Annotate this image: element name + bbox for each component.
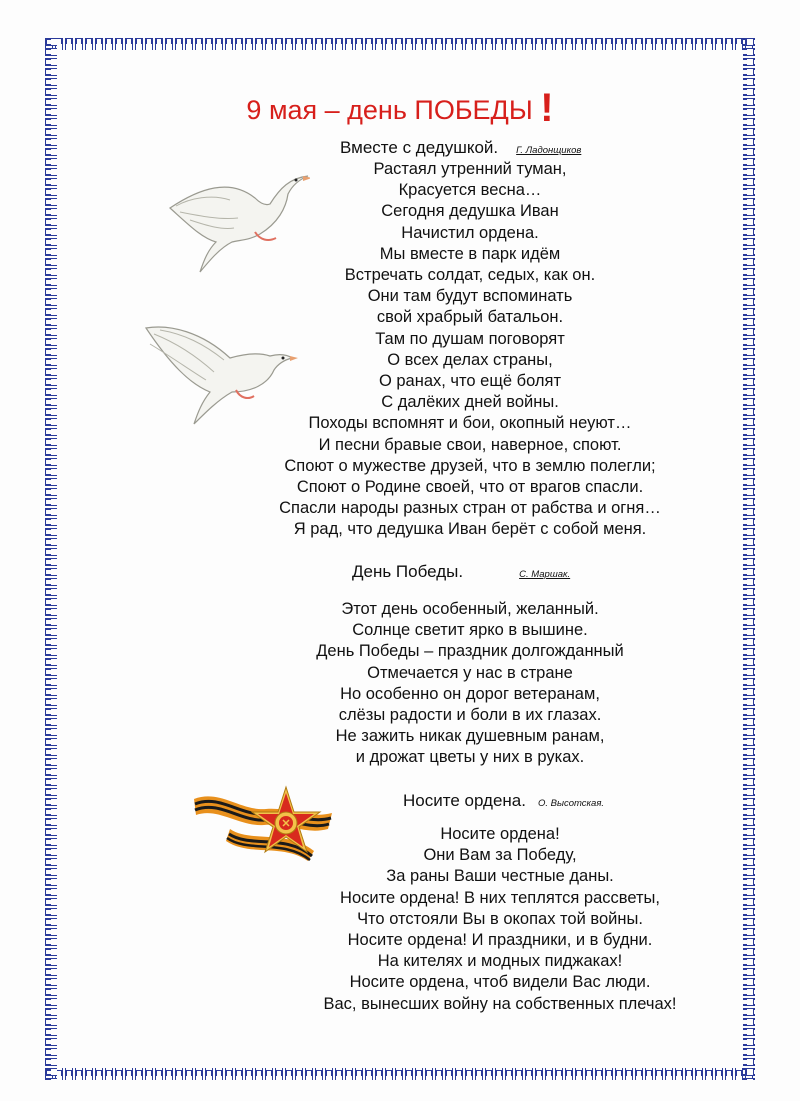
poem-line: На кителях и модных пиджаках! (377, 952, 623, 971)
poem-line: Мы вместе в парк идём (379, 244, 561, 263)
poem-3-author: О. Высотская. (537, 798, 605, 809)
poem-line: Растаял утренний туман, (373, 160, 567, 178)
poem-line: Спасли народы разных стран от рабства и огня… (279, 499, 661, 518)
poem-1-author: Г. Ладонщиков (516, 145, 582, 156)
page-title-text: 9 мая – день ПОБЕДЫ (246, 95, 541, 125)
poem-line: Отмечается у нас в стране (367, 663, 573, 682)
poem-line: Я рад, что дедушка Иван берёт с собой меня. (293, 520, 647, 539)
poem-line: И песни бравые свои, наверное, споют. (318, 435, 622, 454)
poem-line: О всех делах страны, (387, 350, 553, 369)
poem-line: За раны Ваши честные даны. (386, 867, 614, 886)
page-title (0, 88, 800, 130)
poem-line: С далёких дней войны. (381, 393, 559, 412)
poem-line: Носите ордена! И праздники, и в будни. (347, 931, 653, 950)
poem-1-title: Вместе с дедушкой. (340, 138, 499, 157)
poem-line: Походы вспомнят и бои, окопный неуют… (308, 414, 632, 433)
poem-line: Красуется весна… (398, 181, 542, 200)
poem-1-heading (340, 138, 581, 161)
poem-2-title: День Победы. (352, 562, 464, 581)
poem-line: О ранах, что ещё болят (378, 372, 562, 391)
poem-line: Споют о Родине своей, что от врагов спасли. (296, 478, 644, 497)
poem-line: Солнце светит ярко в вышине. (352, 621, 588, 640)
poem-line: Встречать солдат, седых, как он. (344, 266, 596, 285)
poem-line: Этот день особенный, желанный. (341, 600, 599, 618)
poem-line: Носите ордена! (440, 825, 560, 843)
poem-line: Там по душам поговорят (375, 329, 565, 348)
poem-line: Носите ордена! В них теплятся рассветы, (340, 888, 660, 907)
poem-3-text (270, 824, 730, 1015)
poem-line: Что отстояли Вы в окопах той войны. (357, 909, 643, 928)
poem-line: Они там будут вспоминать (367, 287, 573, 306)
poem-3-heading (403, 791, 604, 814)
poem-line: Носите ордена, чтоб видели Вас люди. (349, 973, 651, 992)
poem-3-title: Носите ордена. (403, 791, 526, 810)
poem-line: Сегодня дедушка Иван (381, 202, 559, 221)
exclamation-mark: ! (540, 86, 554, 130)
poem-line: День Победы – праздник долгожданный (316, 642, 624, 661)
poem-line: Вас, вынесших войну на собственных плечах! (323, 994, 677, 1013)
poem-2-text (220, 599, 720, 769)
poem-line: Но особенно он дорог ветеранам, (340, 684, 600, 703)
poem-line: Споют о мужестве друзей, что в землю полегли; (284, 456, 656, 475)
poem-2-heading (352, 562, 570, 585)
poem-2-author: С. Маршак. (519, 569, 571, 580)
poem-1-text (230, 159, 710, 541)
poem-line: Не зажить никак душевным ранам, (335, 727, 605, 746)
poem-line: слёзы радости и боли в их глазах. (338, 706, 602, 725)
poem-line: Они Вам за Победу, (423, 846, 577, 865)
poem-line: Начистил ордена. (401, 223, 539, 242)
poem-line: и дрожат цветы у них в руках. (355, 748, 585, 767)
poem-line: свой храбрый батальон. (376, 308, 564, 327)
